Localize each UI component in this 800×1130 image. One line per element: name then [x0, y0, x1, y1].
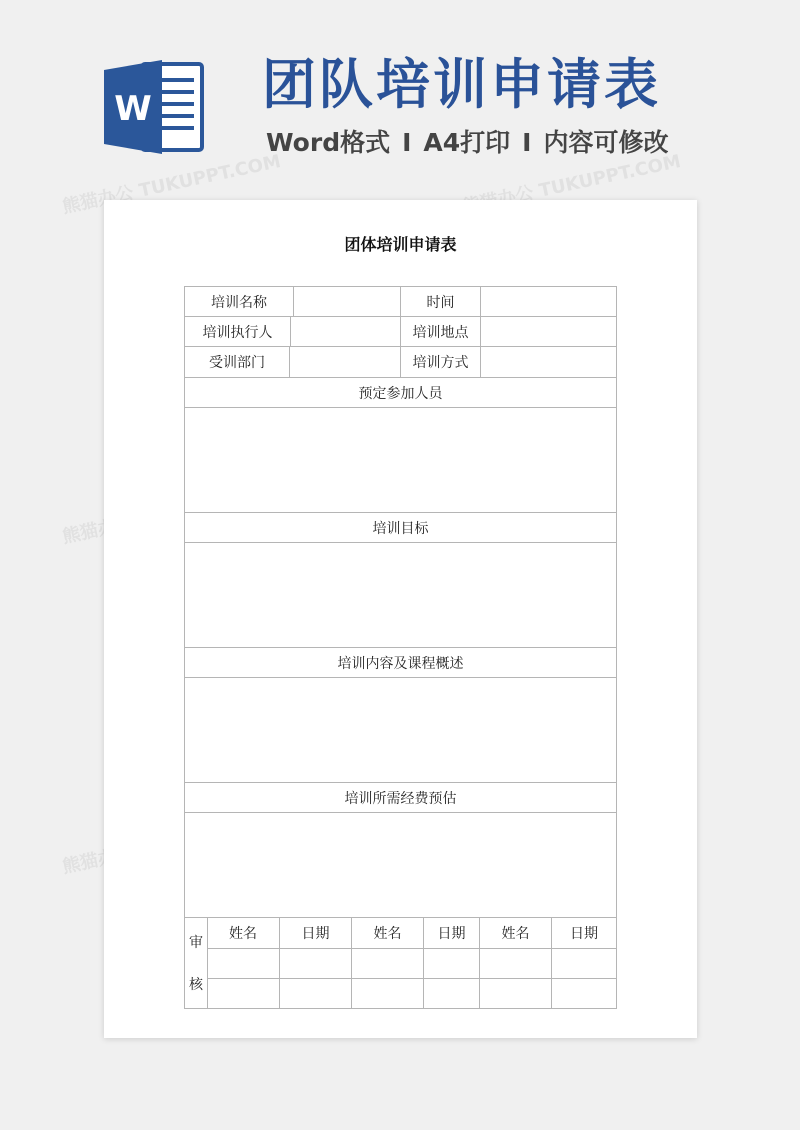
field-label-time: 时间	[400, 287, 480, 316]
review-block	[184, 917, 617, 1009]
review-label	[185, 918, 208, 1008]
document-page	[104, 200, 697, 1038]
subtitle-editable: 内容可修改	[543, 128, 669, 157]
review-header-date: 日期	[551, 918, 616, 948]
review-cell[interactable]	[279, 978, 351, 1008]
review-cell[interactable]	[479, 978, 551, 1008]
review-row	[207, 978, 616, 1008]
watermark: 熊猫办公 TUKUPPT.COM	[60, 151, 283, 218]
section-header	[184, 647, 617, 677]
review-cell[interactable]	[423, 978, 479, 1008]
section-body-content[interactable]	[184, 677, 617, 782]
watermark: 熊猫办公 TUKUPPT.COM	[460, 151, 683, 218]
review-header-name: 姓名	[479, 918, 551, 948]
field-label-training-name: 培训名称	[211, 294, 267, 311]
subtitle-print: A4打印	[423, 128, 511, 157]
section-body-participants[interactable]	[184, 407, 617, 512]
banner-subtitle	[266, 126, 668, 160]
field-value-time[interactable]	[480, 287, 616, 316]
review-cell[interactable]	[351, 978, 423, 1008]
section-body-objectives[interactable]	[184, 542, 617, 647]
field-value-location[interactable]	[480, 317, 616, 346]
subtitle-separator: I	[522, 128, 532, 157]
review-table	[207, 918, 616, 1008]
review-cell[interactable]	[551, 948, 616, 978]
logo-letter: W	[114, 89, 152, 129]
review-header-date: 日期	[423, 918, 479, 948]
section-title-objectives: 培训目标	[372, 520, 429, 537]
word-logo-icon	[100, 58, 206, 156]
section-header	[184, 782, 617, 812]
subtitle-format: Word格式	[266, 128, 391, 157]
field-value-trainer[interactable]	[290, 317, 400, 346]
info-row	[184, 286, 617, 316]
field-value-training-name[interactable]	[293, 287, 400, 316]
review-header-name: 姓名	[351, 918, 423, 948]
field-value-method[interactable]	[480, 347, 616, 377]
section-title-participants: 预定参加人员	[358, 385, 443, 402]
info-row	[184, 316, 617, 346]
review-cell[interactable]	[479, 948, 551, 978]
field-label-department: 受训部门	[209, 355, 265, 371]
info-row	[184, 346, 617, 377]
document-title: 团体培训申请表	[344, 235, 457, 254]
section-body-budget[interactable]	[184, 812, 617, 917]
review-cell[interactable]	[351, 948, 423, 978]
review-cell[interactable]	[551, 978, 616, 1008]
section-title-budget: 培训所需经费预估	[344, 790, 457, 807]
review-cell[interactable]	[207, 978, 279, 1008]
review-header-name: 姓名	[229, 926, 257, 942]
review-row	[207, 948, 616, 979]
watermark: 熊猫办公	[60, 842, 136, 878]
review-cell[interactable]	[423, 948, 479, 978]
field-label-method: 培训方式	[400, 347, 480, 377]
review-header-date: 日期	[279, 918, 351, 948]
subtitle-separator: I	[402, 128, 412, 157]
review-header-row	[207, 918, 616, 949]
review-label-char: 核	[189, 977, 203, 993]
field-label-trainer: 培训执行人	[202, 324, 273, 341]
field-label-location: 培训地点	[400, 317, 480, 346]
section-title-content: 培训内容及课程概述	[337, 655, 464, 672]
section-header	[184, 377, 617, 407]
review-cell[interactable]	[207, 948, 279, 978]
field-value-department[interactable]	[289, 347, 400, 377]
banner-title: 团队培训申请表	[262, 53, 661, 116]
application-form-table	[184, 286, 617, 1009]
review-label-char: 审	[189, 935, 203, 951]
watermark: 熊猫办公	[60, 512, 136, 548]
review-cell[interactable]	[279, 948, 351, 978]
section-header	[184, 512, 617, 542]
